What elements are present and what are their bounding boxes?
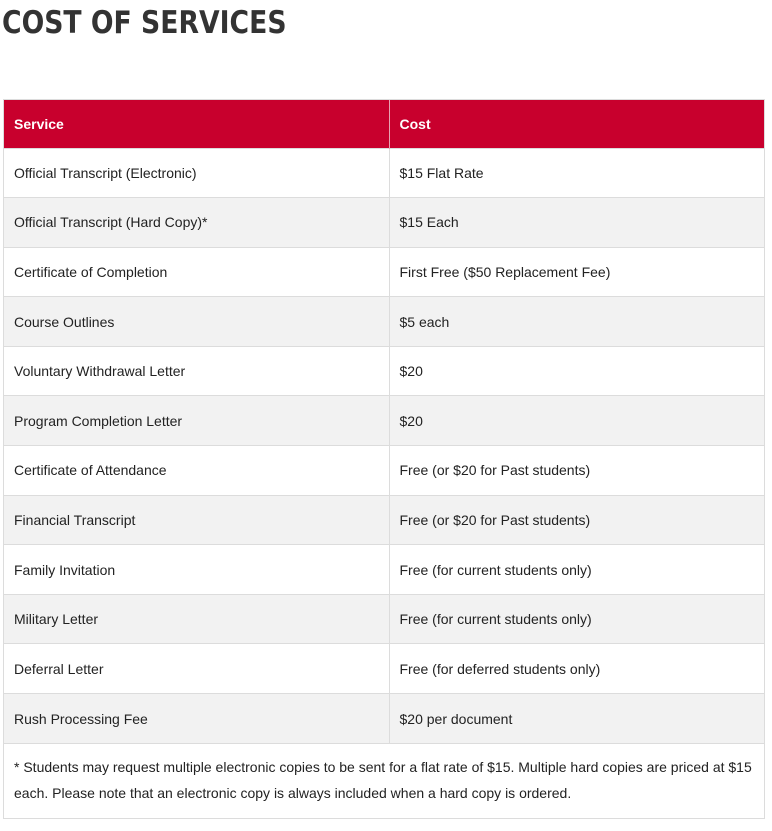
table-footnote: * Students may request multiple electronic copies to be sent for a flat rate of $15. Multiple hard copies are priced at $15 each. Please note that an electronic copy is always included when a hard copy is ordered. (4, 743, 764, 818)
service-cell: Certificate of Completion (4, 247, 389, 297)
cost-cell: $15 Each (389, 198, 764, 248)
service-cell: Voluntary Withdrawal Letter (4, 346, 389, 396)
service-cell: Program Completion Letter (4, 396, 389, 446)
table-row (4, 446, 764, 496)
table-row (4, 346, 764, 396)
service-cell: Family Invitation (4, 545, 389, 595)
service-cell: Financial Transcript (4, 495, 389, 545)
table-row (4, 198, 764, 248)
cost-cell: Free (for current students only) (389, 594, 764, 644)
cost-of-services-table (4, 100, 764, 743)
cost-cell: Free (or $20 for Past students) (389, 446, 764, 496)
cost-cell: $5 each (389, 297, 764, 347)
service-cell: Certificate of Attendance (4, 446, 389, 496)
service-cell: Official Transcript (Electronic) (4, 148, 389, 198)
column-header-service: Service (4, 100, 389, 148)
column-header-cost: Cost (389, 100, 764, 148)
table-row (4, 297, 764, 347)
cost-cell: $15 Flat Rate (389, 148, 764, 198)
table-header-row (4, 100, 764, 148)
service-cell: Course Outlines (4, 297, 389, 347)
cost-cell: $20 (389, 396, 764, 446)
table-row (4, 545, 764, 595)
table-row (4, 644, 764, 694)
cost-cell: $20 (389, 346, 764, 396)
cost-cell: Free (or $20 for Past students) (389, 495, 764, 545)
table-row (4, 396, 764, 446)
cost-cell: Free (for current students only) (389, 545, 764, 595)
page-title: COST OF SERVICES (2, 5, 287, 41)
cost-cell: $20 per document (389, 694, 764, 744)
table-row (4, 148, 764, 198)
service-cell: Rush Processing Fee (4, 694, 389, 744)
service-cell: Deferral Letter (4, 644, 389, 694)
cost-cell: First Free ($50 Replacement Fee) (389, 247, 764, 297)
table-row (4, 694, 764, 744)
cost-cell: Free (for deferred students only) (389, 644, 764, 694)
table-row (4, 247, 764, 297)
table-row (4, 495, 764, 545)
table-row (4, 594, 764, 644)
service-cell: Military Letter (4, 594, 389, 644)
cost-table-container (3, 99, 765, 819)
service-cell: Official Transcript (Hard Copy)* (4, 198, 389, 248)
